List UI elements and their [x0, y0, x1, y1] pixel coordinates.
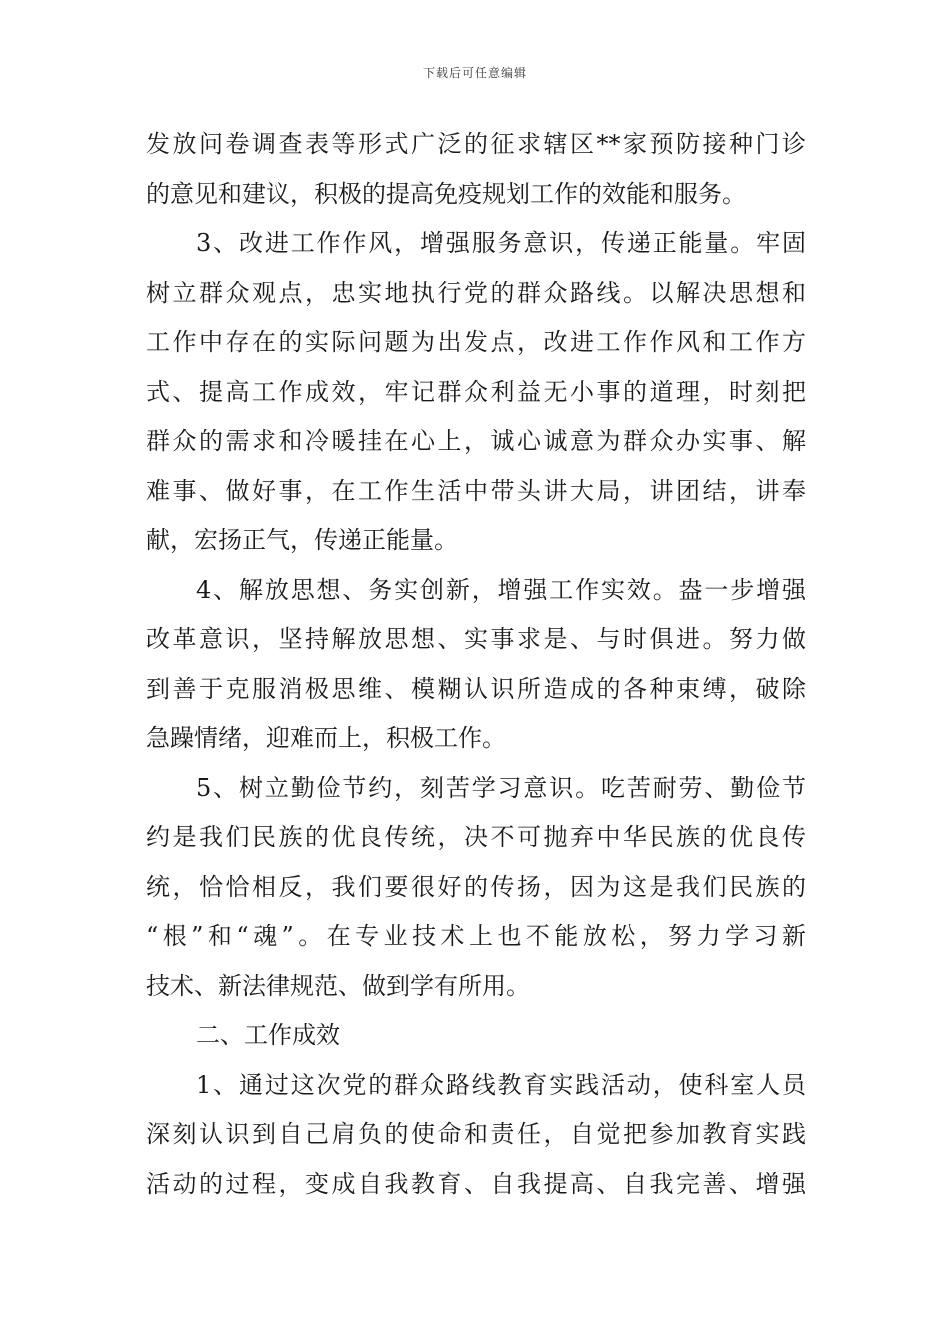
text-line: 深刻认识到自己肩负的使命和责任，自觉把参加教育实践	[146, 1120, 806, 1148]
text-line: 的意见和建议，积极的提高免疫规划工作的效能和服务。	[146, 179, 746, 208]
text-line: 改革意识，坚持解放思想、实事求是、与时俱进。努力做	[146, 625, 806, 653]
header-note: 下载后可任意编辑	[422, 66, 527, 80]
paragraph-start-line: 1、通过这次党的群众路线教育实践活动，使科室人员	[196, 1070, 806, 1099]
text-line: 发放问卷调查表等形式广泛的征求辖区**家预防接种门诊	[146, 130, 806, 158]
text-line: 树立群众观点，忠实地执行党的群众路线。以解决思想和	[146, 278, 806, 307]
text-line: “根”和“魂”。在专业技术上也不能放松，努力学习新	[146, 922, 806, 950]
text-line: 到善于克服消极思维、模糊认识所造成的各种束缚，破除	[146, 674, 806, 703]
text-line: 工作中存在的实际问题为出发点，改进工作作风和工作方	[146, 328, 806, 356]
text-line: 急躁情绪，迎难而上，积极工作。	[146, 724, 506, 752]
text-line: 技术、新法律规范、做到学有所用。	[146, 971, 530, 1000]
text-line: 难事、做好事，在工作生活中带头讲大局，讲团结，讲奉	[146, 476, 806, 505]
text-line: 群众的需求和冷暖挂在心上，诚心诚意为群众办实事、解	[146, 427, 806, 455]
document-body	[146, 120, 806, 1209]
text-line: 统，恰恰相反，我们要很好的传扬，因为这是我们民族的	[146, 872, 806, 901]
text-line: 式、提高工作成效，牢记群众利益无小事的道理，时刻把	[146, 377, 806, 406]
paragraph-start-line: 3、改进工作作风，增强服务意识，传递正能量。牢固	[196, 229, 806, 257]
section-heading: 二、工作成效	[196, 1021, 340, 1049]
paragraph-start-line: 4、解放思想、务实创新，增强工作实效。盎一步增强	[196, 575, 806, 604]
paragraph-start-line: 5、树立勤俭节约，刻苦学习意识。吃苦耐劳、勤俭节	[196, 773, 806, 802]
text-line: 活动的过程，变成自我教育、自我提高、自我完善、增强	[146, 1169, 806, 1198]
text-line: 献，宏扬正气，传递正能量。	[146, 526, 458, 554]
text-line: 约是我们民族的优良传统，决不可抛弃中华民族的优良传	[146, 823, 806, 851]
